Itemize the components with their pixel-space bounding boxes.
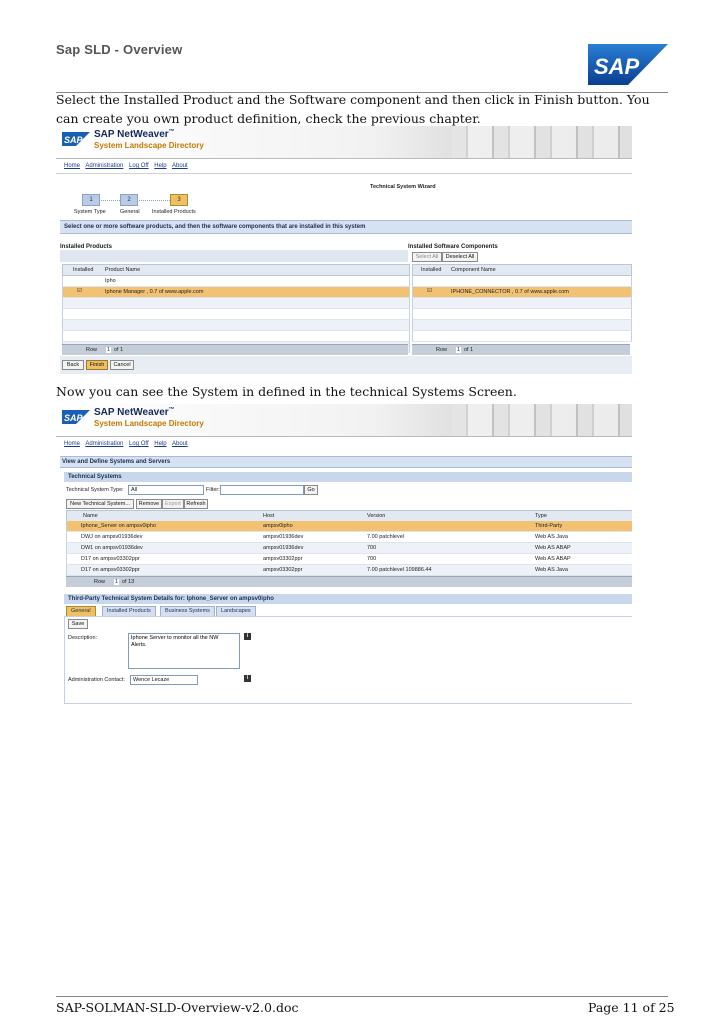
- system-type-label: Technical System Type:: [66, 487, 124, 493]
- products-row-iphone-manager[interactable]: ☑ Iphone Manager , 0.7 of www.apple.com: [62, 287, 410, 298]
- screenshot-wizard: [56, 126, 632, 378]
- system-type-select[interactable]: All: [128, 485, 204, 495]
- products-filter-row: [62, 276, 410, 287]
- new-technical-system-button[interactable]: New Technical System...: [66, 499, 134, 509]
- footer-doc-name: SAP-SOLMAN-SLD-Overview-v2.0.doc: [56, 1000, 299, 1015]
- table-row: [412, 298, 632, 309]
- tab-general[interactable]: General: [66, 606, 96, 617]
- table-row: [62, 320, 410, 331]
- components-grid-header: Installed Component Name: [412, 264, 632, 276]
- nav-home[interactable]: Home: [64, 163, 81, 169]
- nav-log-off[interactable]: Log Off: [129, 163, 149, 169]
- select-all-button[interactable]: Select All: [412, 252, 442, 262]
- admin-contact-label: Administration Contact:: [68, 677, 125, 683]
- technical-systems-panel-title: Technical Systems: [64, 472, 632, 482]
- installed-products-title: Installed Products: [60, 244, 113, 250]
- system-row[interactable]: DW1 on ampsv01936dev ampsv01936dev 700 Web AS ABAP: [66, 543, 632, 554]
- nav-administration[interactable]: Administration: [85, 163, 124, 169]
- products-row-checkbox[interactable]: ☑: [77, 288, 82, 294]
- nav-home[interactable]: Home: [64, 441, 81, 447]
- nav-links-2: [64, 441, 192, 447]
- tab-landscapes[interactable]: Landscapes: [216, 606, 256, 617]
- sap-logo: [588, 44, 668, 85]
- finish-button[interactable]: Finish: [86, 360, 108, 370]
- go-button[interactable]: Go: [304, 485, 318, 495]
- save-button[interactable]: Save: [68, 619, 88, 629]
- system-row[interactable]: D17 on ampsv03302ppr ampsv03302ppr 7.00 patchlevel 109886.44 Web AS Java: [66, 565, 632, 576]
- description-label: Description:: [68, 635, 98, 641]
- wizard-step-3[interactable]: 3: [170, 194, 188, 206]
- installed-components-title: Installed Software Components: [408, 244, 498, 250]
- refresh-button[interactable]: Refresh: [184, 499, 208, 509]
- wizard-step-2-label: General: [120, 209, 140, 215]
- products-grid-header: Installed Product Name: [62, 264, 410, 276]
- nw-logo-text-2: SAP: [64, 413, 83, 423]
- tab-installed-products[interactable]: Installed Products: [102, 606, 156, 617]
- system-row[interactable]: DWJ on ampsv01936dev ampsv01936dev 7.00 patchlevel Web AS Java: [66, 532, 632, 543]
- footer-rule: [56, 996, 668, 997]
- components-row-iphone-connector[interactable]: ☑ IPHONE_CONNECTOR , 0.7 of www.apple.com: [412, 287, 632, 298]
- details-panel-title: Third-Party Technical System Details for: Iphone_Server on ampsv0ipho: [64, 594, 632, 604]
- description-textarea[interactable]: Iphone Server to monitor all the NW Alerts.: [128, 633, 240, 669]
- systems-grid-header: Name Host Version Type: [66, 510, 632, 522]
- paragraph-instruction: Select the Installed Product and the Software component and then click in Finish button. You can create you own product definition, check the previous chapter.: [56, 92, 650, 126]
- table-row: [412, 320, 632, 331]
- systems-pager: Row 1 of 13: [66, 576, 632, 587]
- back-button[interactable]: Back: [62, 360, 84, 370]
- table-row: [62, 331, 410, 342]
- filter-input[interactable]: [220, 485, 304, 495]
- paragraph-systems: Now you can see the System in defined in the technical Systems Screen.: [56, 384, 517, 399]
- deselect-all-button[interactable]: Deselect All: [442, 252, 478, 262]
- tab-business-systems[interactable]: Business Systems: [160, 606, 215, 617]
- nav-about[interactable]: About: [171, 441, 188, 447]
- admin-contact-input[interactable]: Wence Lecaze: [130, 675, 198, 685]
- export-button[interactable]: Export: [162, 499, 184, 509]
- remove-button[interactable]: Remove: [136, 499, 162, 509]
- cancel-button[interactable]: Cancel: [110, 360, 134, 370]
- wizard-step-2[interactable]: 2: [120, 194, 138, 206]
- nav-help[interactable]: Help: [154, 163, 167, 169]
- table-row: [62, 298, 410, 309]
- netweaver-subtitle-2: System Landscape Directory: [94, 419, 204, 428]
- netweaver-sap-logo: [62, 132, 90, 146]
- nav-help[interactable]: Help: [154, 441, 167, 447]
- netweaver-subtitle: System Landscape Directory: [94, 141, 204, 150]
- info-icon[interactable]: i: [244, 633, 251, 640]
- filter-label: Filter:: [206, 487, 220, 493]
- wizard-step-1[interactable]: 1: [82, 194, 100, 206]
- wizard-step-3-label: Installed Products: [152, 209, 196, 215]
- system-row[interactable]: Iphone_Server on ampsv0ipho ampsv0ipho Third-Party: [66, 521, 632, 532]
- products-pager: Row 1 of 1: [62, 344, 408, 355]
- nav-log-off[interactable]: Log Off: [129, 441, 149, 447]
- table-row: [412, 309, 632, 320]
- nav-links: [64, 163, 192, 169]
- table-row: [412, 331, 632, 342]
- screenshot-technical-systems: [56, 404, 632, 704]
- document-header-title: Sap SLD - Overview: [56, 42, 183, 57]
- nav-administration[interactable]: Administration: [85, 441, 124, 447]
- system-row[interactable]: D17 on ampsv03302ppr ampsv03302ppr 700 Web AS ABAP: [66, 554, 632, 565]
- table-row: [412, 276, 632, 287]
- components-pager: Row 1 of 1: [412, 344, 630, 355]
- wizard-title: Technical System Wizard: [370, 184, 436, 190]
- wizard-instruction-bar: Select one or more software products, and then the software components that are installed in this system: [60, 220, 632, 234]
- table-row: [62, 309, 410, 320]
- products-filter-value[interactable]: Ipho: [105, 278, 116, 284]
- components-row-checkbox[interactable]: ☑: [427, 288, 432, 294]
- wizard-step-1-label: System Type: [74, 209, 106, 215]
- systems-section-bar: View and Define Systems and Servers: [60, 456, 632, 468]
- nav-about[interactable]: About: [171, 163, 188, 169]
- footer-page-number: Page 11 of 25: [588, 1000, 675, 1015]
- sap-logo-text: SAP: [594, 54, 640, 79]
- netweaver-title-2: SAP NetWeaver™: [94, 407, 175, 418]
- netweaver-banner: [56, 126, 632, 159]
- netweaver-sap-logo-2: [62, 410, 90, 424]
- netweaver-banner-2: [56, 404, 632, 437]
- info-icon[interactable]: i: [244, 675, 251, 682]
- netweaver-title: SAP NetWeaver™: [94, 129, 175, 140]
- nw-logo-text: SAP: [64, 135, 83, 145]
